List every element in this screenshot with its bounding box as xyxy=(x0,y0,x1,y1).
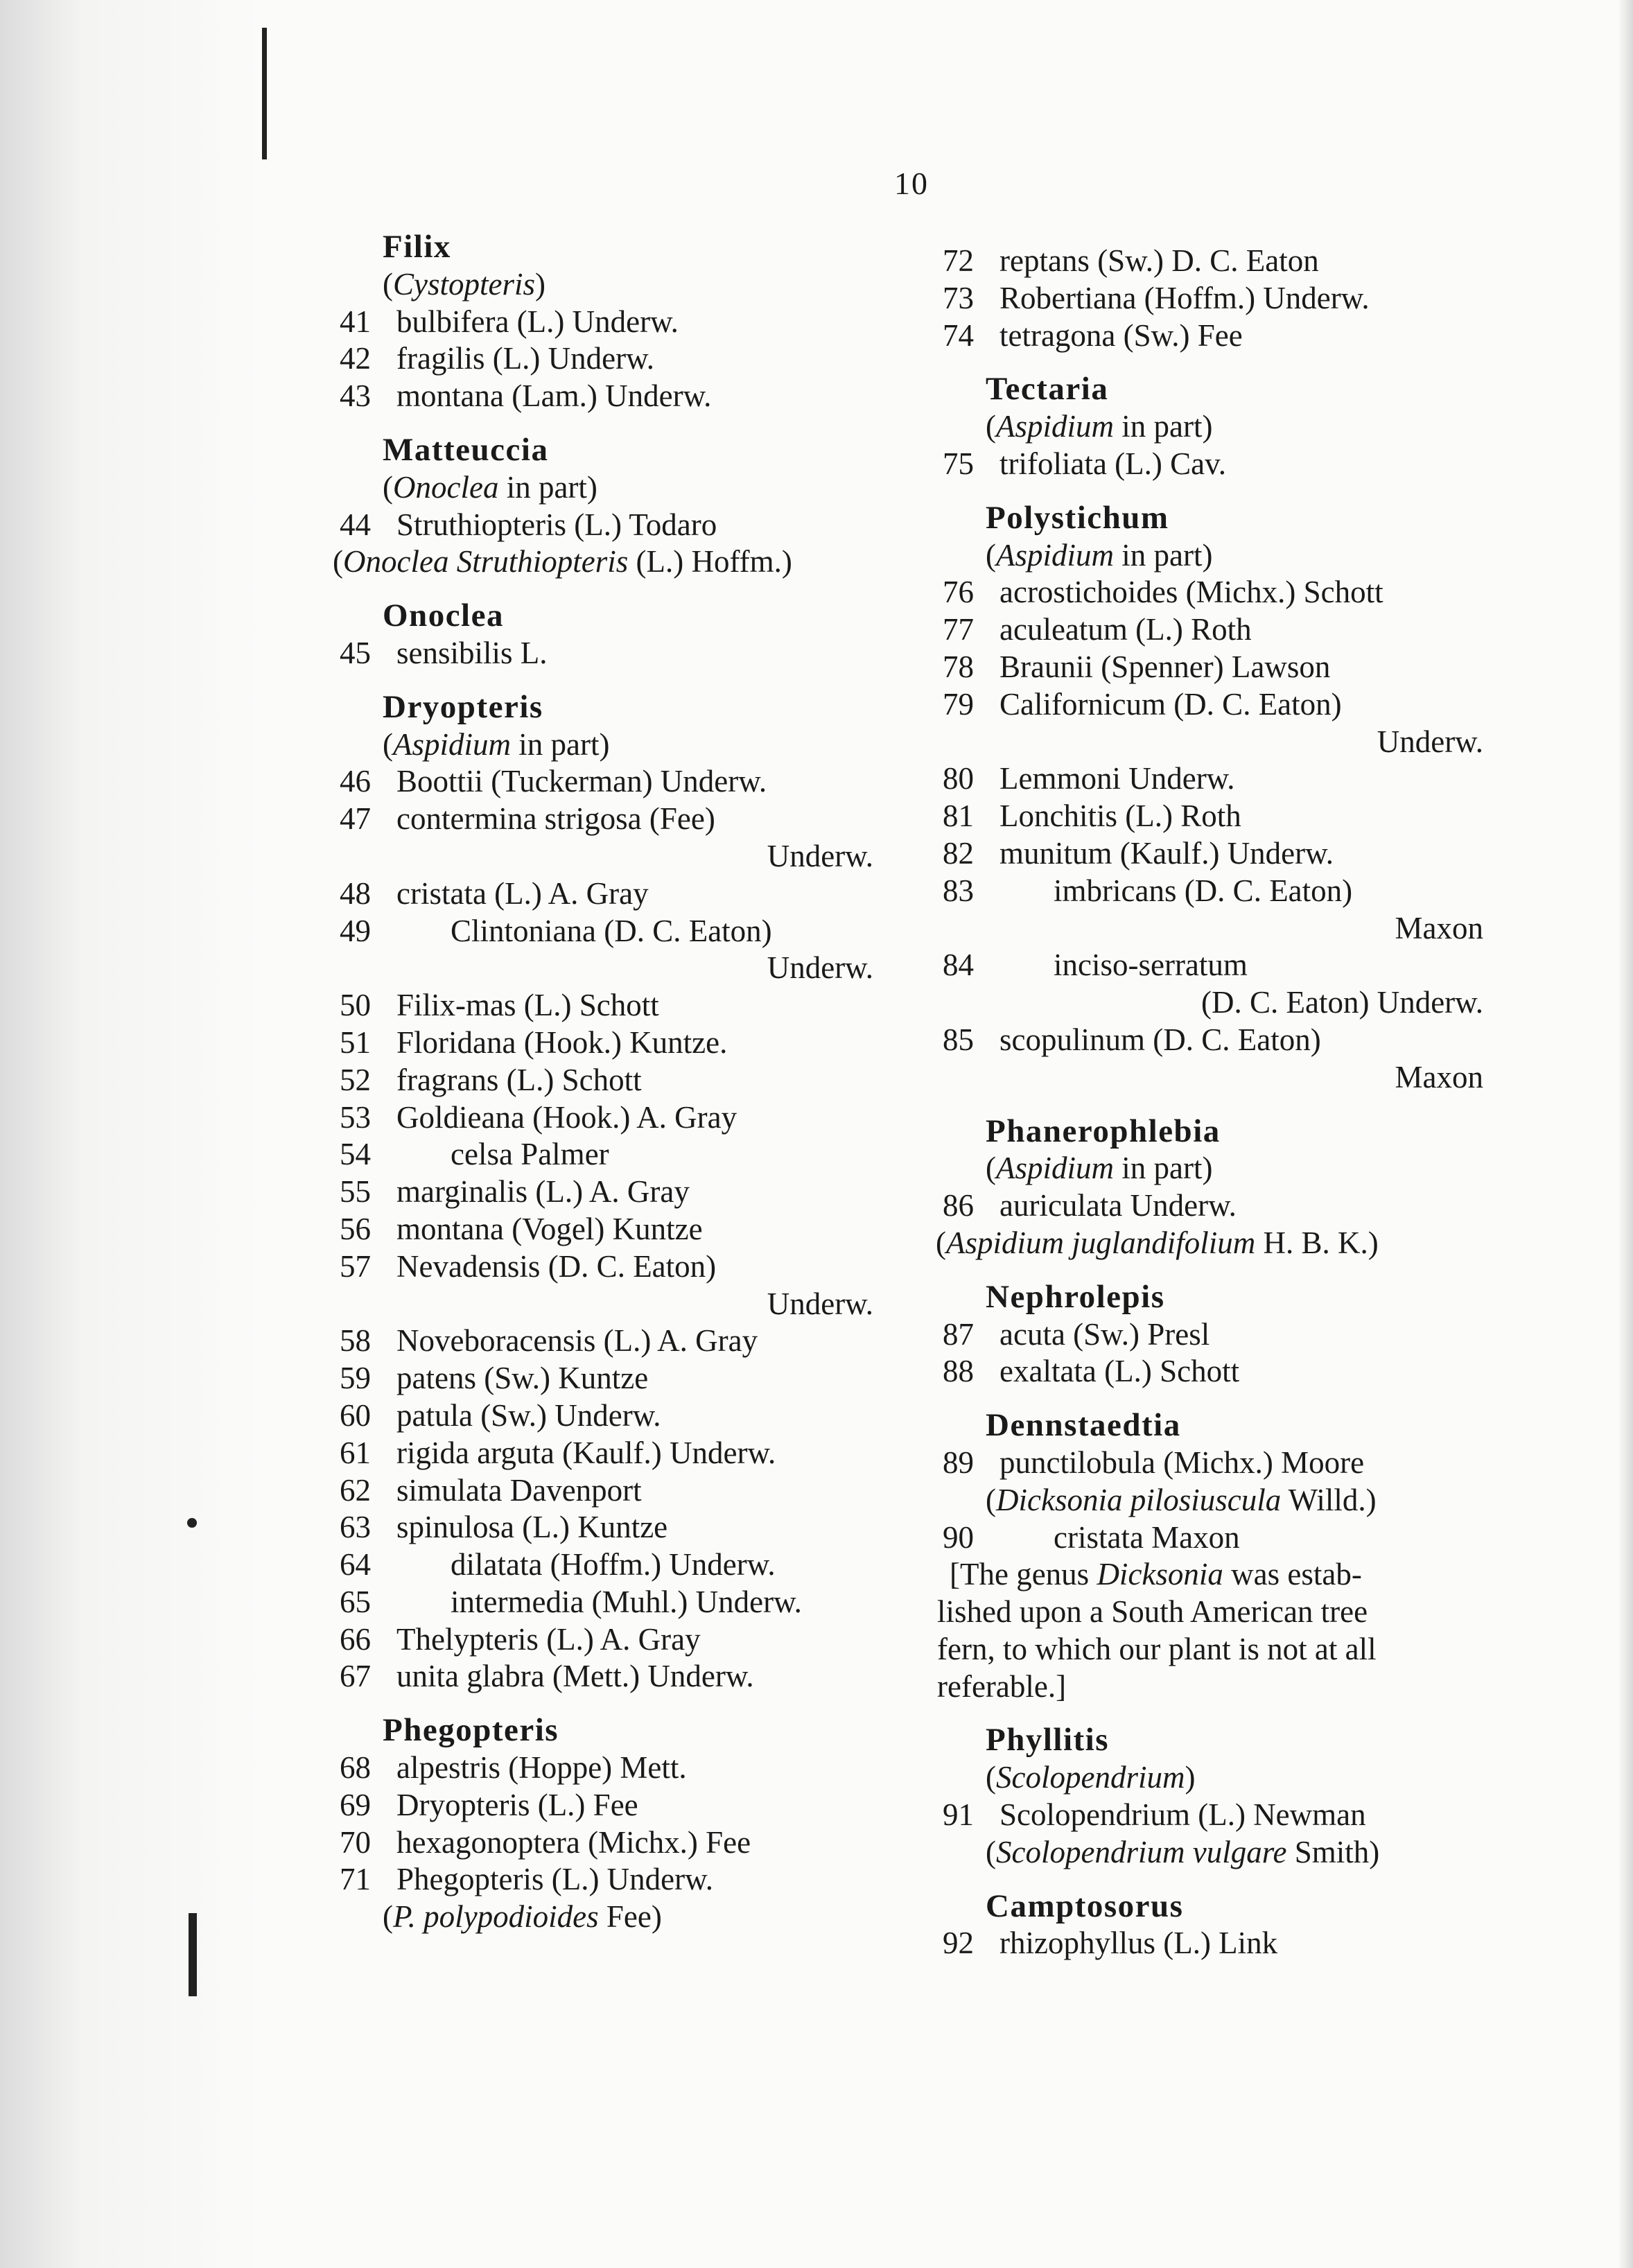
entry-number: 79 xyxy=(943,686,974,722)
synonym-line: (P. polypodioides Fee) xyxy=(383,1899,662,1935)
section-spacer xyxy=(922,1097,1490,1113)
entry-name: exaltata (L.) Schott xyxy=(999,1354,1240,1389)
entry-name: fragrans (L.) Schott xyxy=(396,1062,642,1097)
species-entry xyxy=(319,1136,901,1174)
entry-name: Dryopteris (L.) Fee xyxy=(396,1787,638,1822)
species-entry xyxy=(922,611,1490,649)
entry-number: 48 xyxy=(340,875,371,911)
section-spacer xyxy=(922,1705,1490,1722)
entry-number: 53 xyxy=(340,1099,371,1135)
entry-number: 78 xyxy=(943,649,974,684)
species-entry xyxy=(922,760,1490,798)
genus-heading: Tectaria xyxy=(986,371,1109,408)
genus-heading: Phanerophlebia xyxy=(986,1113,1221,1149)
species-entry xyxy=(319,1509,901,1546)
section-spacer xyxy=(319,415,901,432)
entry-number: 83 xyxy=(943,873,974,908)
entry-number: 74 xyxy=(943,317,974,353)
entry-name: montana (Vogel) Kuntze xyxy=(396,1211,703,1246)
entry-name: contermina strigosa (Fee) xyxy=(396,801,715,837)
entry-number: 45 xyxy=(340,635,371,670)
entry-number: 72 xyxy=(943,243,974,278)
species-entry xyxy=(319,1360,901,1397)
species-entry xyxy=(319,1323,901,1360)
entry-number: 46 xyxy=(340,764,371,799)
section-spacer xyxy=(319,1695,901,1712)
species-entry xyxy=(319,1621,901,1659)
entry-number: 86 xyxy=(943,1188,974,1223)
species-entry xyxy=(319,378,901,415)
binding-mark xyxy=(189,1913,197,1996)
entry-name: celsa Palmer xyxy=(451,1137,609,1172)
entry-number: 76 xyxy=(943,575,974,610)
species-entry xyxy=(319,507,901,544)
entry-name: Clintoniana (D. C. Eaton) xyxy=(451,913,772,948)
genus-heading: Dryopteris xyxy=(383,688,543,725)
page-number: 10 xyxy=(894,166,929,201)
entry-name: trifoliata (L.) Cav. xyxy=(999,446,1226,481)
entry-number: 68 xyxy=(340,1750,371,1786)
species-entry xyxy=(319,1062,901,1099)
entry-number: 75 xyxy=(943,446,974,481)
entry-continuation: (D. C. Eaton) Underw. xyxy=(1201,985,1483,1020)
synonym-line: (Scolopendrium vulgare Smith) xyxy=(986,1834,1380,1869)
entry-number: 84 xyxy=(943,948,974,983)
note-line: referable.] xyxy=(937,1668,1067,1704)
entry-name: Struthiopteris (L.) Todaro xyxy=(396,507,717,542)
species-entry xyxy=(922,947,1490,984)
entry-name: patula (Sw.) Underw. xyxy=(396,1397,661,1433)
entry-name: scopulinum (D. C. Eaton) xyxy=(999,1022,1321,1057)
entry-continuation: Maxon xyxy=(1395,910,1483,945)
synonym-line: (Cystopteris) xyxy=(383,266,546,302)
species-entry xyxy=(922,835,1490,873)
synonym-line: (Aspidium in part) xyxy=(383,726,610,762)
section-spacer xyxy=(922,1390,1490,1407)
entry-name: acuta (Sw.) Presl xyxy=(999,1316,1210,1352)
entry-name: Lonchitis (L.) Roth xyxy=(999,799,1241,834)
entry-number: 67 xyxy=(340,1659,371,1694)
entry-number: 92 xyxy=(943,1926,974,1961)
entry-name: spinulosa (L.) Kuntze xyxy=(396,1510,668,1545)
right-column xyxy=(922,243,1490,1962)
entry-number: 60 xyxy=(340,1397,371,1433)
species-entry xyxy=(922,1925,1490,1962)
species-entry xyxy=(319,340,901,378)
genus-heading: Camptosorus xyxy=(986,1887,1184,1924)
entry-name: rigida arguta (Kaulf.) Underw. xyxy=(396,1435,776,1470)
entry-number: 70 xyxy=(340,1824,371,1860)
note-line: lished upon a South American tree xyxy=(937,1594,1368,1630)
section-spacer xyxy=(319,581,901,597)
binding-mark xyxy=(262,28,267,159)
species-entry xyxy=(319,1546,901,1584)
species-entry xyxy=(922,1353,1490,1390)
genus-heading: Phegopteris xyxy=(383,1712,559,1749)
species-entry xyxy=(319,1750,901,1787)
entry-continuation: Maxon xyxy=(1395,1059,1483,1094)
page-binding-shadow xyxy=(0,0,263,2268)
entry-name: Filix-mas (L.) Schott xyxy=(396,988,659,1023)
entry-number: 81 xyxy=(943,799,974,834)
entry-name: montana (Lam.) Underw. xyxy=(396,378,712,414)
entry-name: rhizophyllus (L.) Link xyxy=(999,1926,1278,1961)
species-entry xyxy=(922,280,1490,317)
species-entry xyxy=(922,649,1490,686)
synonym-line: (Aspidium juglandifolium H. B. K.) xyxy=(936,1225,1379,1260)
species-entry xyxy=(922,1445,1490,1482)
species-entry xyxy=(922,1797,1490,1834)
species-entry xyxy=(319,1824,901,1862)
synonym-line: (Aspidium in part) xyxy=(986,409,1213,444)
entry-number: 71 xyxy=(340,1862,371,1897)
entry-number: 59 xyxy=(340,1361,371,1396)
entry-name: patens (Sw.) Kuntze xyxy=(396,1361,649,1396)
binding-mark xyxy=(187,1518,197,1528)
entry-name: simulata Davenport xyxy=(396,1472,642,1508)
entry-name: Nevadensis (D. C. Eaton) xyxy=(396,1248,717,1284)
entry-number: 61 xyxy=(340,1435,371,1470)
species-entry xyxy=(319,1658,901,1695)
synonym-line: (Aspidium in part) xyxy=(986,537,1213,573)
genus-heading: Nephrolepis xyxy=(986,1278,1165,1315)
entry-name: Phegopteris (L.) Underw. xyxy=(396,1862,713,1897)
entry-number: 42 xyxy=(340,341,371,376)
entry-name: Robertiana (Hoffm.) Underw. xyxy=(999,280,1370,315)
genus-heading: Matteuccia xyxy=(383,431,549,468)
entry-number: 41 xyxy=(340,304,371,339)
entry-name: imbricans (D. C. Eaton) xyxy=(1054,873,1353,908)
entry-number: 50 xyxy=(340,988,371,1023)
species-entry xyxy=(922,1022,1490,1059)
entry-name: fragilis (L.) Underw. xyxy=(396,341,654,376)
species-entry xyxy=(319,801,901,838)
synonym-line: (Onoclea Struthiopteris (L.) Hoffm.) xyxy=(333,544,792,579)
entry-number: 90 xyxy=(943,1519,974,1555)
entry-name: Noveboracensis (L.) A. Gray xyxy=(396,1323,758,1359)
entry-name: Goldieana (Hook.) A. Gray xyxy=(396,1099,737,1135)
entry-number: 63 xyxy=(340,1510,371,1545)
entry-number: 43 xyxy=(340,378,371,414)
left-column xyxy=(319,229,901,1936)
entry-name: punctilobula (Michx.) Moore xyxy=(999,1445,1365,1480)
entry-name: alpestris (Hoppe) Mett. xyxy=(396,1750,687,1786)
species-entry xyxy=(319,1435,901,1472)
entry-number: 49 xyxy=(340,913,371,948)
species-entry xyxy=(319,875,901,913)
species-entry xyxy=(319,1397,901,1435)
entry-continuation: Underw. xyxy=(1377,724,1483,759)
synonym-line: (Aspidium in part) xyxy=(986,1151,1213,1186)
entry-name: sensibilis L. xyxy=(396,635,548,670)
entry-name: intermedia (Muhl.) Underw. xyxy=(451,1584,802,1619)
entry-name: Californicum (D. C. Eaton) xyxy=(999,686,1342,722)
entry-name: Lemmoni Underw. xyxy=(999,761,1235,796)
entry-name: Boottii (Tuckerman) Underw. xyxy=(396,764,767,799)
entry-number: 87 xyxy=(943,1316,974,1352)
species-entry xyxy=(922,243,1490,280)
entry-name: marginalis (L.) A. Gray xyxy=(396,1174,690,1210)
entry-name: auriculata Underw. xyxy=(999,1188,1237,1223)
entry-number: 56 xyxy=(340,1211,371,1246)
entry-number: 77 xyxy=(943,612,974,647)
genus-heading: Polystichum xyxy=(986,499,1169,536)
section-spacer xyxy=(922,1872,1490,1888)
section-spacer xyxy=(922,1262,1490,1279)
species-entry xyxy=(922,446,1490,483)
synonym-line: (Scolopendrium) xyxy=(986,1760,1196,1795)
species-entry xyxy=(922,574,1490,611)
entry-name: reptans (Sw.) D. C. Eaton xyxy=(999,243,1319,278)
entry-number: 91 xyxy=(943,1797,974,1833)
species-entry xyxy=(319,1472,901,1510)
species-entry xyxy=(922,1187,1490,1225)
species-entry xyxy=(319,635,901,672)
entry-number: 66 xyxy=(340,1621,371,1657)
entry-name: Floridana (Hook.) Kuntze. xyxy=(396,1024,728,1060)
species-entry xyxy=(922,1519,1490,1557)
genus-heading: Phyllitis xyxy=(986,1722,1110,1759)
entry-name: Thelypteris (L.) A. Gray xyxy=(396,1621,701,1657)
species-entry xyxy=(922,798,1490,835)
species-entry xyxy=(319,1099,901,1137)
entry-name: tetragona (Sw.) Fee xyxy=(999,317,1243,353)
entry-number: 65 xyxy=(340,1584,371,1619)
species-entry xyxy=(319,987,901,1024)
entry-name: hexagonoptera (Michx.) Fee xyxy=(396,1824,751,1860)
entry-number: 89 xyxy=(943,1445,974,1480)
entry-name: cristata (L.) A. Gray xyxy=(396,875,649,911)
entry-number: 47 xyxy=(340,801,371,837)
entry-continuation: Underw. xyxy=(767,950,873,986)
entry-number: 82 xyxy=(943,835,974,871)
entry-name: acrostichoides (Michx.) Schott xyxy=(999,575,1383,610)
entry-name: Scolopendrium (L.) Newman xyxy=(999,1797,1366,1833)
species-entry xyxy=(922,873,1490,910)
entry-name: inciso-serratum xyxy=(1054,948,1248,983)
entry-number: 51 xyxy=(340,1024,371,1060)
entry-name: bulbifera (L.) Underw. xyxy=(396,304,679,339)
entry-name: unita glabra (Mett.) Underw. xyxy=(396,1659,754,1694)
species-entry xyxy=(922,317,1490,355)
entry-number: 80 xyxy=(943,761,974,796)
section-spacer xyxy=(319,672,901,689)
note-line: [The genus Dicksonia was estab- xyxy=(950,1557,1362,1592)
species-entry xyxy=(319,1861,901,1899)
genus-heading: Onoclea xyxy=(383,597,504,634)
entry-name: aculeatum (L.) Roth xyxy=(999,612,1252,647)
synonym-line: (Onoclea in part) xyxy=(383,469,597,505)
entry-name: Braunii (Spenner) Lawson xyxy=(999,649,1331,684)
species-entry xyxy=(922,1316,1490,1354)
species-entry xyxy=(319,913,901,950)
species-entry xyxy=(319,763,901,801)
entry-continuation: Underw. xyxy=(767,838,873,873)
entry-number: 55 xyxy=(340,1174,371,1210)
entry-number: 64 xyxy=(340,1547,371,1582)
species-entry xyxy=(922,686,1490,724)
page-edge-shadow xyxy=(1618,0,1633,2268)
section-spacer xyxy=(922,354,1490,371)
entry-number: 44 xyxy=(340,507,371,542)
entry-number: 62 xyxy=(340,1472,371,1508)
entry-number: 57 xyxy=(340,1248,371,1284)
entry-number: 73 xyxy=(943,280,974,315)
synonym-line: (Dicksonia pilosiuscula Willd.) xyxy=(986,1482,1377,1517)
species-entry xyxy=(319,1584,901,1621)
species-entry xyxy=(319,1787,901,1824)
entry-number: 88 xyxy=(943,1354,974,1389)
note-line: fern, to which our plant is not at all xyxy=(937,1631,1377,1666)
entry-name: cristata Maxon xyxy=(1054,1519,1240,1555)
species-entry xyxy=(319,1174,901,1211)
entry-name: dilatata (Hoffm.) Underw. xyxy=(451,1547,776,1582)
entry-number: 69 xyxy=(340,1787,371,1822)
species-entry xyxy=(319,304,901,341)
section-spacer xyxy=(922,483,1490,500)
entry-number: 58 xyxy=(340,1323,371,1359)
entry-number: 85 xyxy=(943,1022,974,1057)
entry-continuation: Underw. xyxy=(767,1286,873,1321)
species-entry xyxy=(319,1024,901,1062)
species-entry xyxy=(319,1211,901,1248)
species-entry xyxy=(319,1248,901,1286)
entry-number: 54 xyxy=(340,1137,371,1172)
genus-heading: Dennstaedtia xyxy=(986,1407,1181,1444)
entry-number: 52 xyxy=(340,1062,371,1097)
genus-heading: Filix xyxy=(383,229,451,265)
entry-name: munitum (Kaulf.) Underw. xyxy=(999,835,1334,871)
